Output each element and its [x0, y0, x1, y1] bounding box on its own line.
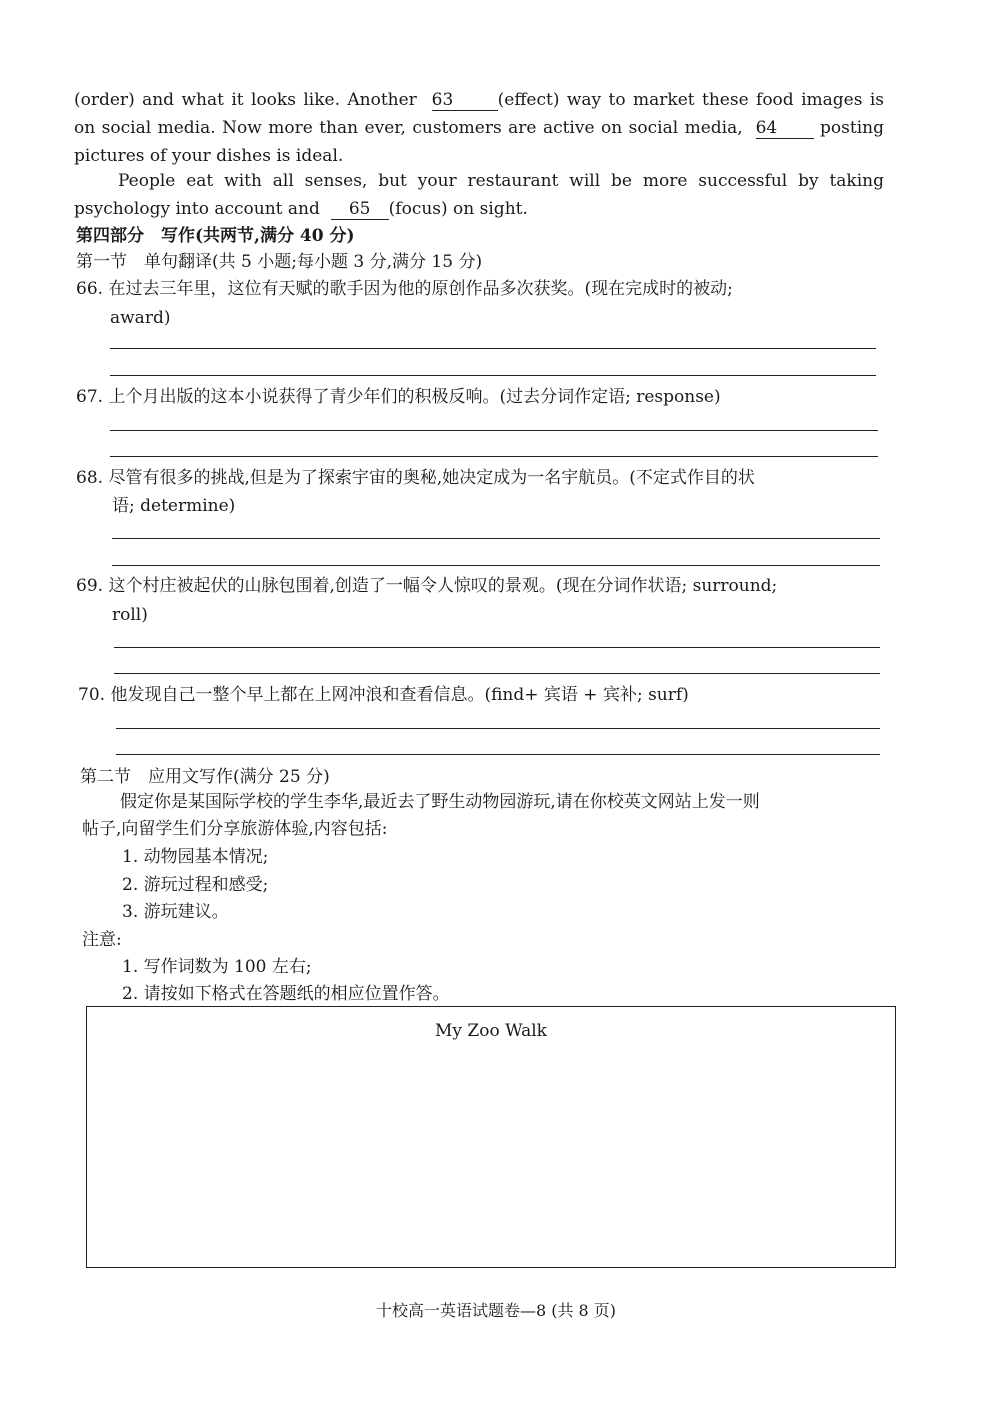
question-66: 66. 在过去三年里，这位有天赋的歌手因为他的原创作品多次获奖。(现在完成时的被动; — [76, 279, 733, 299]
blank-64[interactable]: 64 — [756, 118, 814, 139]
content-point-2: 2. 游玩过程和感受; — [122, 875, 269, 895]
question-68: 68. 尽管有很多的挑战,但是为了探索宇宙的奥秘,她决定成为一名宇航员。(不定式作目的状 — [76, 468, 755, 488]
answer-line-70b[interactable] — [116, 754, 880, 755]
answer-line-69a[interactable] — [114, 647, 880, 648]
blank-65[interactable]: 65 — [331, 199, 389, 220]
answer-line-69b[interactable] — [114, 673, 880, 674]
answer-line-66b[interactable] — [110, 375, 876, 376]
answer-line-66a[interactable] — [110, 348, 876, 349]
notice-2: 2. 请按如下格式在答题纸的相应位置作答。 — [122, 984, 450, 1004]
answer-line-67a[interactable] — [110, 430, 878, 431]
passage-line-5: psychology into account and 65 (focus) on sight. — [74, 199, 528, 219]
passage-line-3: pictures of your dishes is ideal. — [74, 146, 344, 166]
question-67: 67. 上个月出版的这本小说获得了青少年们的积极反响。(过去分词作定语; response) — [76, 387, 721, 407]
section2-heading: 第二节 应用文写作(满分 25 分) — [80, 767, 330, 787]
notice-label: 注意: — [82, 930, 122, 950]
content-point-3: 3. 游玩建议。 — [122, 902, 229, 922]
answer-line-70a[interactable] — [116, 728, 880, 729]
writing-answer-box[interactable] — [86, 1006, 896, 1268]
writing-prompt-line-2: 帖子,向留学生们分享旅游体验,内容包括: — [82, 819, 388, 839]
content-point-1: 1. 动物园基本情况; — [122, 847, 269, 867]
question-66-line2: award) — [110, 308, 171, 328]
writing-prompt-line-1: 假定你是某国际学校的学生李华,最近去了野生动物园游玩,请在你校英文网站上发一则 — [120, 792, 760, 812]
passage-line-2: on social media. Now more than ever, customers are active on social media, 64 posting — [74, 118, 884, 138]
section1-heading: 第一节 单句翻译(共 5 小题;每小题 3 分,满分 15 分) — [76, 252, 483, 272]
answer-line-68a[interactable] — [112, 538, 880, 539]
question-68-line2: 语; determine) — [112, 496, 236, 516]
page-footer: 十校高一英语试题卷—8 (共 8 页) — [375, 1301, 617, 1320]
question-69: 69. 这个村庄被起伏的山脉包围着,创造了一幅令人惊叹的景观。(现在分词作状语; surround; — [76, 576, 778, 596]
question-70: 70. 他发现自己一整个早上都在上网冲浪和查看信息。(find+ 宾语 + 宾补; surf) — [78, 685, 689, 705]
part4-heading: 第四部分 写作(共两节,满分 40 分) — [76, 226, 355, 246]
passage-line-1: (order) and what it looks like. Another 63 (effect) way to market these food images is — [74, 90, 884, 110]
blank-63[interactable]: 63 — [432, 90, 498, 111]
notice-1: 1. 写作词数为 100 左右; — [122, 957, 312, 977]
question-69-line2: roll) — [112, 605, 148, 625]
writing-box-title: My Zoo Walk — [435, 1021, 547, 1041]
answer-line-68b[interactable] — [112, 565, 880, 566]
answer-line-67b[interactable] — [110, 456, 878, 457]
passage-line-4: People eat with all senses, but your restaurant will be more successful by taking — [118, 171, 884, 191]
